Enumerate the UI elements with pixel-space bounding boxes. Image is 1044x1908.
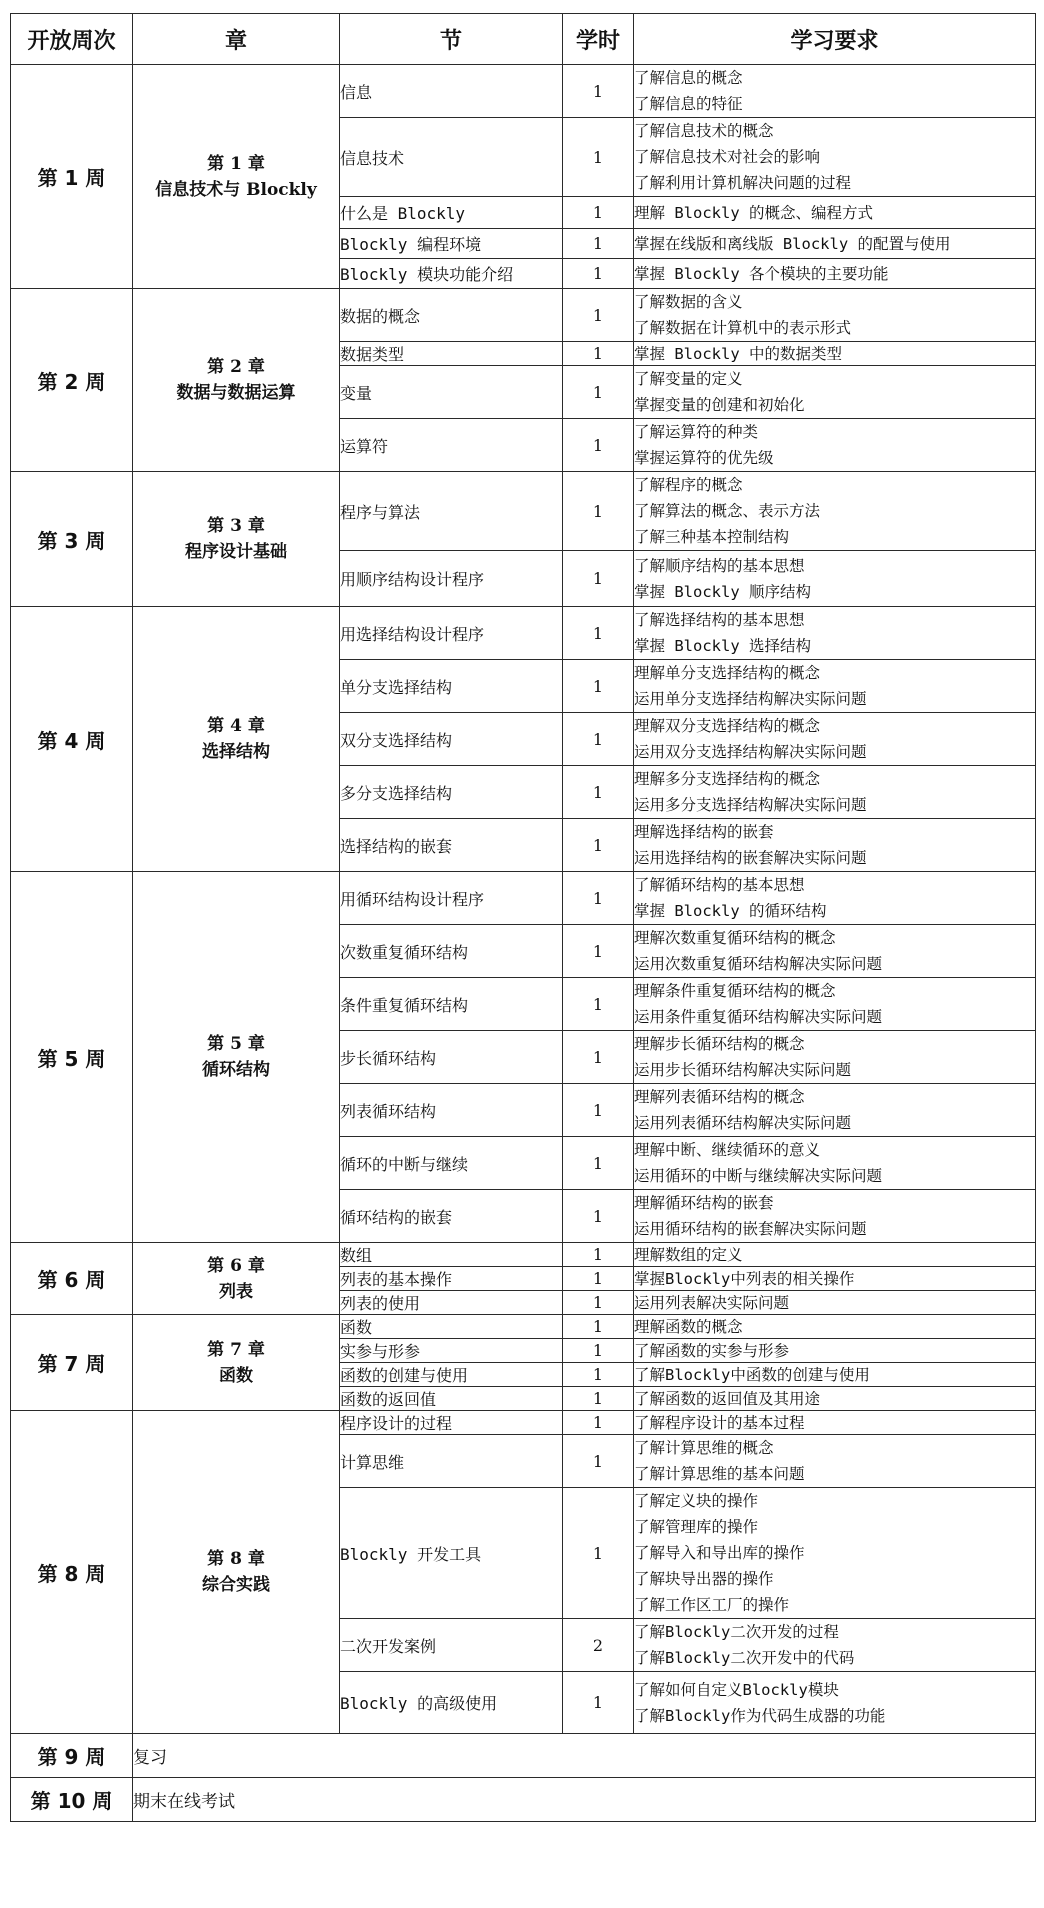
requirement-cell bbox=[634, 1315, 1036, 1339]
hours-cell: 1 bbox=[563, 1137, 634, 1190]
section-cell: 函数的返回值 bbox=[340, 1387, 563, 1411]
section-cell: 次数重复循环结构 bbox=[340, 925, 563, 978]
requirement-line: 运用多分支选择结构解决实际问题 bbox=[634, 796, 867, 814]
requirement-line: 了解变量的定义 bbox=[634, 370, 743, 388]
week-cell: 第 6 周 bbox=[11, 1243, 133, 1315]
requirement-line: 了解Blockly二次开发中的代码 bbox=[634, 1649, 855, 1667]
requirement-cell bbox=[634, 65, 1036, 118]
requirement-line: 掌握Blockly中列表的相关操作 bbox=[634, 1269, 855, 1288]
chapter-cell bbox=[133, 1411, 340, 1734]
requirement-line: 了解定义块的操作 bbox=[634, 1492, 759, 1510]
chapter-cell bbox=[133, 472, 340, 607]
requirement-line: 了解计算思维的概念 bbox=[634, 1439, 774, 1457]
requirement-line: 理解单分支选择结构的概念 bbox=[634, 664, 821, 682]
hours-cell: 1 bbox=[563, 1031, 634, 1084]
header-row bbox=[11, 14, 1036, 65]
week-cell: 第 7 周 bbox=[11, 1315, 133, 1411]
table-header bbox=[11, 14, 1036, 65]
section-cell: 计算思维 bbox=[340, 1435, 563, 1488]
hours-cell: 1 bbox=[563, 978, 634, 1031]
chapter-number: 第 5 章 bbox=[207, 1034, 265, 1054]
week-cell: 第 4 周 bbox=[11, 607, 133, 872]
requirement-cell bbox=[634, 1291, 1036, 1315]
requirement-cell bbox=[634, 1435, 1036, 1488]
table-row bbox=[11, 872, 1036, 925]
requirement-line: 理解函数的概念 bbox=[634, 1317, 743, 1336]
hours-cell: 1 bbox=[563, 118, 634, 197]
hours-cell: 1 bbox=[563, 1411, 634, 1435]
section-cell: 用顺序结构设计程序 bbox=[340, 551, 563, 607]
requirement-line: 了解程序设计的基本过程 bbox=[634, 1413, 805, 1432]
requirement-line: 掌握运算符的优先级 bbox=[634, 449, 774, 467]
header-section: 节 bbox=[340, 14, 563, 65]
table-row bbox=[11, 1243, 1036, 1267]
section-cell: 程序设计的过程 bbox=[340, 1411, 563, 1435]
chapter-number: 第 6 章 bbox=[207, 1255, 265, 1276]
requirement-line: 了解函数的返回值及其用途 bbox=[634, 1389, 821, 1408]
section-cell: 多分支选择结构 bbox=[340, 766, 563, 819]
section-cell: 用选择结构设计程序 bbox=[340, 607, 563, 660]
requirement-line: 运用循环结构的嵌套解决实际问题 bbox=[634, 1220, 867, 1238]
chapter-number: 第 7 章 bbox=[207, 1339, 265, 1360]
section-cell: 变量 bbox=[340, 366, 563, 419]
section-cell: 单分支选择结构 bbox=[340, 660, 563, 713]
chapter-title: 选择结构 bbox=[202, 742, 270, 762]
chapter-cell bbox=[133, 1243, 340, 1315]
requirement-cell bbox=[634, 366, 1036, 419]
requirement-cell bbox=[634, 607, 1036, 660]
requirement-cell bbox=[634, 118, 1036, 197]
chapter-cell bbox=[133, 1315, 340, 1411]
week-cell: 第 8 周 bbox=[11, 1411, 133, 1734]
requirement-cell bbox=[634, 766, 1036, 819]
section-cell: 列表的使用 bbox=[340, 1291, 563, 1315]
requirement-line: 掌握 Blockly 中的数据类型 bbox=[634, 344, 842, 363]
week-cell: 第 9 周 bbox=[11, 1734, 133, 1778]
table-row bbox=[11, 1315, 1036, 1339]
requirement-line: 运用列表解决实际问题 bbox=[634, 1293, 790, 1312]
requirement-line: 了解Blockly作为代码生成器的功能 bbox=[634, 1706, 886, 1725]
section-cell: 函数 bbox=[340, 1315, 563, 1339]
requirement-cell bbox=[634, 1243, 1036, 1267]
section-cell: 实参与形参 bbox=[340, 1339, 563, 1363]
table-row bbox=[11, 472, 1036, 551]
requirement-line: 运用双分支选择结构解决实际问题 bbox=[634, 743, 867, 761]
requirement-cell bbox=[634, 259, 1036, 289]
requirement-cell bbox=[634, 229, 1036, 259]
requirement-line: 了解导入和导出库的操作 bbox=[634, 1544, 805, 1562]
chapter-number: 第 3 章 bbox=[207, 516, 265, 536]
hours-cell: 1 bbox=[563, 259, 634, 289]
requirement-cell bbox=[634, 925, 1036, 978]
hours-cell: 1 bbox=[563, 1267, 634, 1291]
requirement-cell bbox=[634, 978, 1036, 1031]
requirement-cell bbox=[634, 472, 1036, 551]
section-cell: Blockly 开发工具 bbox=[340, 1488, 563, 1619]
hours-cell: 1 bbox=[563, 197, 634, 229]
week-cell: 第 5 周 bbox=[11, 872, 133, 1243]
section-cell: 信息技术 bbox=[340, 118, 563, 197]
hours-cell: 1 bbox=[563, 819, 634, 872]
section-cell: 循环结构的嵌套 bbox=[340, 1190, 563, 1243]
table-row bbox=[11, 1411, 1036, 1435]
section-cell: 选择结构的嵌套 bbox=[340, 819, 563, 872]
hours-cell: 1 bbox=[563, 1291, 634, 1315]
header-chapter: 章 bbox=[133, 14, 340, 65]
requirement-cell bbox=[634, 1084, 1036, 1137]
requirement-line: 了解函数的实参与形参 bbox=[634, 1341, 790, 1360]
requirement-cell bbox=[634, 1363, 1036, 1387]
requirement-line: 运用选择结构的嵌套解决实际问题 bbox=[634, 849, 867, 867]
section-cell: 条件重复循环结构 bbox=[340, 978, 563, 1031]
section-cell: 列表的基本操作 bbox=[340, 1267, 563, 1291]
requirement-line: 了解循环结构的基本思想 bbox=[634, 876, 805, 894]
requirement-line: 运用步长循环结构解决实际问题 bbox=[634, 1061, 852, 1079]
week-cell: 第 1 周 bbox=[11, 65, 133, 289]
section-cell: Blockly 的高级使用 bbox=[340, 1672, 563, 1734]
hours-cell: 1 bbox=[563, 925, 634, 978]
requirement-cell bbox=[634, 1387, 1036, 1411]
hours-cell: 1 bbox=[563, 1672, 634, 1734]
section-cell: Blockly 编程环境 bbox=[340, 229, 563, 259]
hours-cell: 1 bbox=[563, 1363, 634, 1387]
requirement-line: 理解双分支选择结构的概念 bbox=[634, 717, 821, 735]
requirement-line: 了解利用计算机解决问题的过程 bbox=[634, 174, 852, 192]
requirement-cell bbox=[634, 1137, 1036, 1190]
requirement-line: 掌握变量的创建和初始化 bbox=[634, 396, 805, 414]
requirement-line: 理解步长循环结构的概念 bbox=[634, 1035, 805, 1053]
requirement-line: 理解列表循环结构的概念 bbox=[634, 1088, 805, 1106]
table-row bbox=[11, 65, 1036, 118]
requirement-cell bbox=[634, 819, 1036, 872]
section-cell: 循环的中断与继续 bbox=[340, 1137, 563, 1190]
chapter-title: 循环结构 bbox=[202, 1060, 270, 1080]
section-cell: 信息 bbox=[340, 65, 563, 118]
requirement-line: 了解工作区工厂的操作 bbox=[634, 1596, 790, 1614]
requirement-line: 理解循环结构的嵌套 bbox=[634, 1194, 774, 1212]
requirement-line: 了解选择结构的基本思想 bbox=[634, 611, 805, 629]
requirement-line: 了解三种基本控制结构 bbox=[634, 528, 790, 546]
hours-cell: 1 bbox=[563, 419, 634, 472]
section-cell: 用循环结构设计程序 bbox=[340, 872, 563, 925]
requirement-line: 了解程序的概念 bbox=[634, 476, 743, 494]
requirement-line: 理解多分支选择结构的概念 bbox=[634, 770, 821, 788]
requirement-line: 运用次数重复循环结构解决实际问题 bbox=[634, 955, 883, 973]
chapter-number: 第 2 章 bbox=[207, 357, 265, 377]
requirement-cell bbox=[634, 197, 1036, 229]
hours-cell: 1 bbox=[563, 872, 634, 925]
chapter-title: 数据与数据运算 bbox=[176, 383, 296, 403]
hours-cell: 1 bbox=[563, 366, 634, 419]
hours-cell: 1 bbox=[563, 1387, 634, 1411]
requirement-line: 了解Blockly二次开发的过程 bbox=[634, 1623, 839, 1641]
requirement-line: 了解如何自定义Blockly模块 bbox=[634, 1680, 839, 1699]
requirement-line: 了解顺序结构的基本思想 bbox=[634, 556, 805, 575]
requirement-line: 了解计算思维的基本问题 bbox=[634, 1465, 805, 1483]
section-cell: 二次开发案例 bbox=[340, 1619, 563, 1672]
requirement-cell bbox=[634, 1672, 1036, 1734]
hours-cell: 1 bbox=[563, 607, 634, 660]
chapter-title: 列表 bbox=[219, 1281, 253, 1302]
header-requirement: 学习要求 bbox=[634, 14, 1036, 65]
chapter-cell bbox=[133, 65, 340, 289]
requirement-line: 掌握 Blockly 各个模块的主要功能 bbox=[634, 264, 889, 283]
hours-cell: 1 bbox=[563, 229, 634, 259]
requirement-line: 理解条件重复循环结构的概念 bbox=[634, 982, 836, 1000]
section-cell: 函数的创建与使用 bbox=[340, 1363, 563, 1387]
requirement-line: 了解算法的概念、表示方法 bbox=[634, 502, 821, 520]
chapter-cell bbox=[133, 607, 340, 872]
requirement-cell bbox=[634, 1267, 1036, 1291]
requirement-line: 掌握 Blockly 顺序结构 bbox=[634, 582, 811, 601]
requirement-cell bbox=[634, 1339, 1036, 1363]
chapter-title: 程序设计基础 bbox=[185, 542, 287, 562]
hours-cell: 2 bbox=[563, 1619, 634, 1672]
requirement-cell bbox=[634, 289, 1036, 342]
section-cell: 什么是 Blockly bbox=[340, 197, 563, 229]
requirement-cell bbox=[634, 551, 1036, 607]
requirement-cell bbox=[634, 660, 1036, 713]
requirement-line: 了解块导出器的操作 bbox=[634, 1570, 774, 1588]
requirement-cell bbox=[634, 872, 1036, 925]
requirement-line: 掌握在线版和离线版 Blockly 的配置与使用 bbox=[634, 234, 951, 253]
section-cell: 数组 bbox=[340, 1243, 563, 1267]
requirement-cell bbox=[634, 1488, 1036, 1619]
section-cell: 步长循环结构 bbox=[340, 1031, 563, 1084]
header-hours: 学时 bbox=[563, 14, 634, 65]
table-row bbox=[11, 1734, 1036, 1778]
hours-cell: 1 bbox=[563, 551, 634, 607]
requirement-cell bbox=[634, 713, 1036, 766]
hours-cell: 1 bbox=[563, 65, 634, 118]
chapter-cell bbox=[133, 872, 340, 1243]
chapter-title: 函数 bbox=[219, 1365, 253, 1386]
section-cell: 数据类型 bbox=[340, 342, 563, 366]
requirement-line: 运用条件重复循环结构解决实际问题 bbox=[634, 1008, 883, 1026]
requirement-line: 了解运算符的种类 bbox=[634, 423, 759, 441]
section-cell: 列表循环结构 bbox=[340, 1084, 563, 1137]
requirement-line: 了解Blockly中函数的创建与使用 bbox=[634, 1365, 870, 1384]
hours-cell: 1 bbox=[563, 342, 634, 366]
section-cell: 运算符 bbox=[340, 419, 563, 472]
section-cell: 数据的概念 bbox=[340, 289, 563, 342]
hours-cell: 1 bbox=[563, 713, 634, 766]
hours-cell: 1 bbox=[563, 1488, 634, 1619]
review-cell: 复习 bbox=[133, 1734, 1036, 1778]
chapter-title: 综合实践 bbox=[202, 1575, 270, 1595]
section-cell: 双分支选择结构 bbox=[340, 713, 563, 766]
week-cell: 第 3 周 bbox=[11, 472, 133, 607]
table-row bbox=[11, 607, 1036, 660]
hours-cell: 1 bbox=[563, 660, 634, 713]
requirement-line: 理解 Blockly 的概念、编程方式 bbox=[634, 203, 873, 222]
requirement-line: 理解次数重复循环结构的概念 bbox=[634, 929, 836, 947]
requirement-line: 理解数组的定义 bbox=[634, 1245, 743, 1264]
hours-cell: 1 bbox=[563, 766, 634, 819]
requirement-line: 了解信息的概念 bbox=[634, 69, 743, 87]
chapter-number: 第 8 章 bbox=[207, 1549, 265, 1569]
requirement-line: 了解管理库的操作 bbox=[634, 1518, 759, 1536]
hours-cell: 1 bbox=[563, 1084, 634, 1137]
requirement-line: 运用循环的中断与继续解决实际问题 bbox=[634, 1167, 883, 1185]
requirement-cell bbox=[634, 1190, 1036, 1243]
table-body bbox=[11, 65, 1036, 1822]
requirement-line: 了解数据的含义 bbox=[634, 293, 743, 311]
requirement-line: 掌握 Blockly 选择结构 bbox=[634, 637, 811, 655]
hours-cell: 1 bbox=[563, 1190, 634, 1243]
requirement-line: 掌握 Blockly 的循环结构 bbox=[634, 902, 827, 920]
requirement-line: 理解中断、继续循环的意义 bbox=[634, 1141, 821, 1159]
requirement-cell bbox=[634, 1411, 1036, 1435]
hours-cell: 1 bbox=[563, 1315, 634, 1339]
chapter-number: 第 4 章 bbox=[207, 716, 265, 736]
requirement-line: 理解选择结构的嵌套 bbox=[634, 823, 774, 841]
chapter-cell bbox=[133, 289, 340, 472]
hours-cell: 1 bbox=[563, 1435, 634, 1488]
section-cell: Blockly 模块功能介绍 bbox=[340, 259, 563, 289]
week-cell: 第 2 周 bbox=[11, 289, 133, 472]
requirement-line: 了解信息技术的概念 bbox=[634, 122, 774, 140]
header-week: 开放周次 bbox=[11, 14, 133, 65]
week-cell: 第 10 周 bbox=[11, 1778, 133, 1822]
section-cell: 程序与算法 bbox=[340, 472, 563, 551]
requirement-line: 了解信息技术对社会的影响 bbox=[634, 148, 821, 166]
requirement-cell bbox=[634, 419, 1036, 472]
table-row bbox=[11, 1778, 1036, 1822]
hours-cell: 1 bbox=[563, 289, 634, 342]
requirement-line: 运用列表循环结构解决实际问题 bbox=[634, 1114, 852, 1132]
course-schedule-table bbox=[10, 13, 1036, 1822]
requirement-line: 了解信息的特征 bbox=[634, 95, 743, 113]
requirement-line: 了解数据在计算机中的表示形式 bbox=[634, 319, 852, 337]
hours-cell: 1 bbox=[563, 1243, 634, 1267]
requirement-line: 运用单分支选择结构解决实际问题 bbox=[634, 690, 867, 708]
requirement-cell bbox=[634, 342, 1036, 366]
review-cell: 期末在线考试 bbox=[133, 1778, 1036, 1822]
requirement-cell bbox=[634, 1619, 1036, 1672]
table-row bbox=[11, 289, 1036, 342]
requirement-cell bbox=[634, 1031, 1036, 1084]
chapter-title: 信息技术与 Blockly bbox=[155, 179, 317, 200]
hours-cell: 1 bbox=[563, 1339, 634, 1363]
chapter-number: 第 1 章 bbox=[207, 153, 265, 174]
hours-cell: 1 bbox=[563, 472, 634, 551]
